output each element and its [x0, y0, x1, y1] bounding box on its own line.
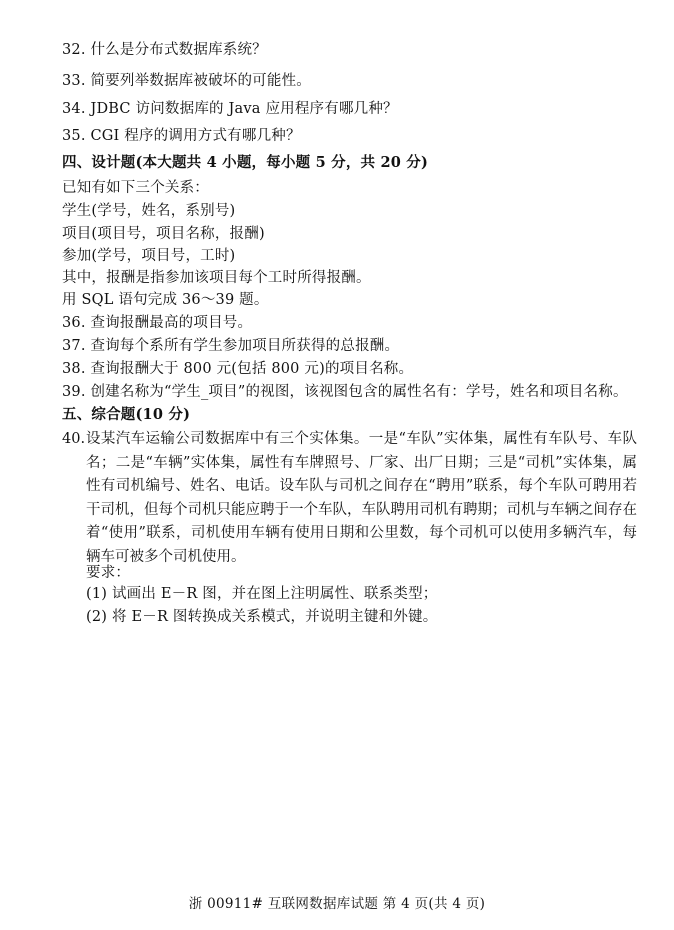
requirements-label: 要求：	[86, 565, 131, 581]
page-footer: 浙 00911# 互联网数据库试题 第 4 页(共 4 页)	[188, 896, 486, 912]
question-36: 36. 查询报酬最高的项目号。	[62, 315, 253, 331]
section-5-heading: 五、综合题(10 分)	[62, 406, 191, 423]
relation-participate: 参加(学号，项目号，工时)	[62, 248, 236, 264]
relation-student: 学生(学号，姓名，系别号)	[62, 203, 236, 219]
question-37: 37. 查询每个系所有学生参加项目所获得的总报酬。	[62, 338, 400, 354]
requirement-2: (2) 将 E－R 图转换成关系模式，并说明主键和外键。	[86, 609, 438, 625]
question-32: 32. 什么是分布式数据库系统？	[62, 42, 267, 58]
question-39: 39. 创建名称为“学生_项目”的视图，该视图包含的属性名有：学号，姓名和项目名称。	[62, 384, 628, 400]
question-34: 34. JDBC 访问数据库的 Java 应用程序有哪几种？	[62, 101, 398, 117]
relation-note: 其中，报酬是指参加该项目每个工时所得报酬。	[62, 270, 371, 286]
question-38: 38. 查询报酬大于 800 元(包括 800 元)的项目名称。	[62, 361, 414, 377]
question-33: 33. 简要列举数据库被破坏的可能性。	[62, 73, 311, 89]
question-40-number: 40.	[62, 431, 86, 447]
requirement-1: (1) 试画出 E－R 图，并在图上注明属性、联系类型；	[86, 586, 438, 602]
section-4-heading: 四、设计题(本大题共 4 小题，每小题 5 分，共 20 分)	[62, 154, 429, 171]
section-4-intro: 已知有如下三个关系：	[62, 180, 209, 196]
question-35: 35. CGI 程序的调用方式有哪几种？	[62, 128, 301, 144]
relation-project: 项目(项目号，项目名称，报酬)	[62, 226, 265, 242]
question-40	[62, 428, 637, 570]
question-40-text: 设某汽车运输公司数据库中有三个实体集。一是“车队”实体集，属性有车队号、车队名；二是“车辆”实体集，属性有车牌照号、厂家、出厂日期；三是“司机”实体集，属性有司机编号、姓名、电话。设车队与司机之间存在“聘用”联系，每个车队可聘用若干司机，但每个司机只能应聘于一个车队，车队聘用司机有聘期；司机与车辆之间存在着“使用”联系，司机使用车辆有使用日期和公里数，每个司机可以使用多辆汽车，每辆车可被多个司机使用。	[86, 431, 637, 565]
sql-instruction: 用 SQL 语句完成 36～39 题。	[62, 292, 269, 308]
